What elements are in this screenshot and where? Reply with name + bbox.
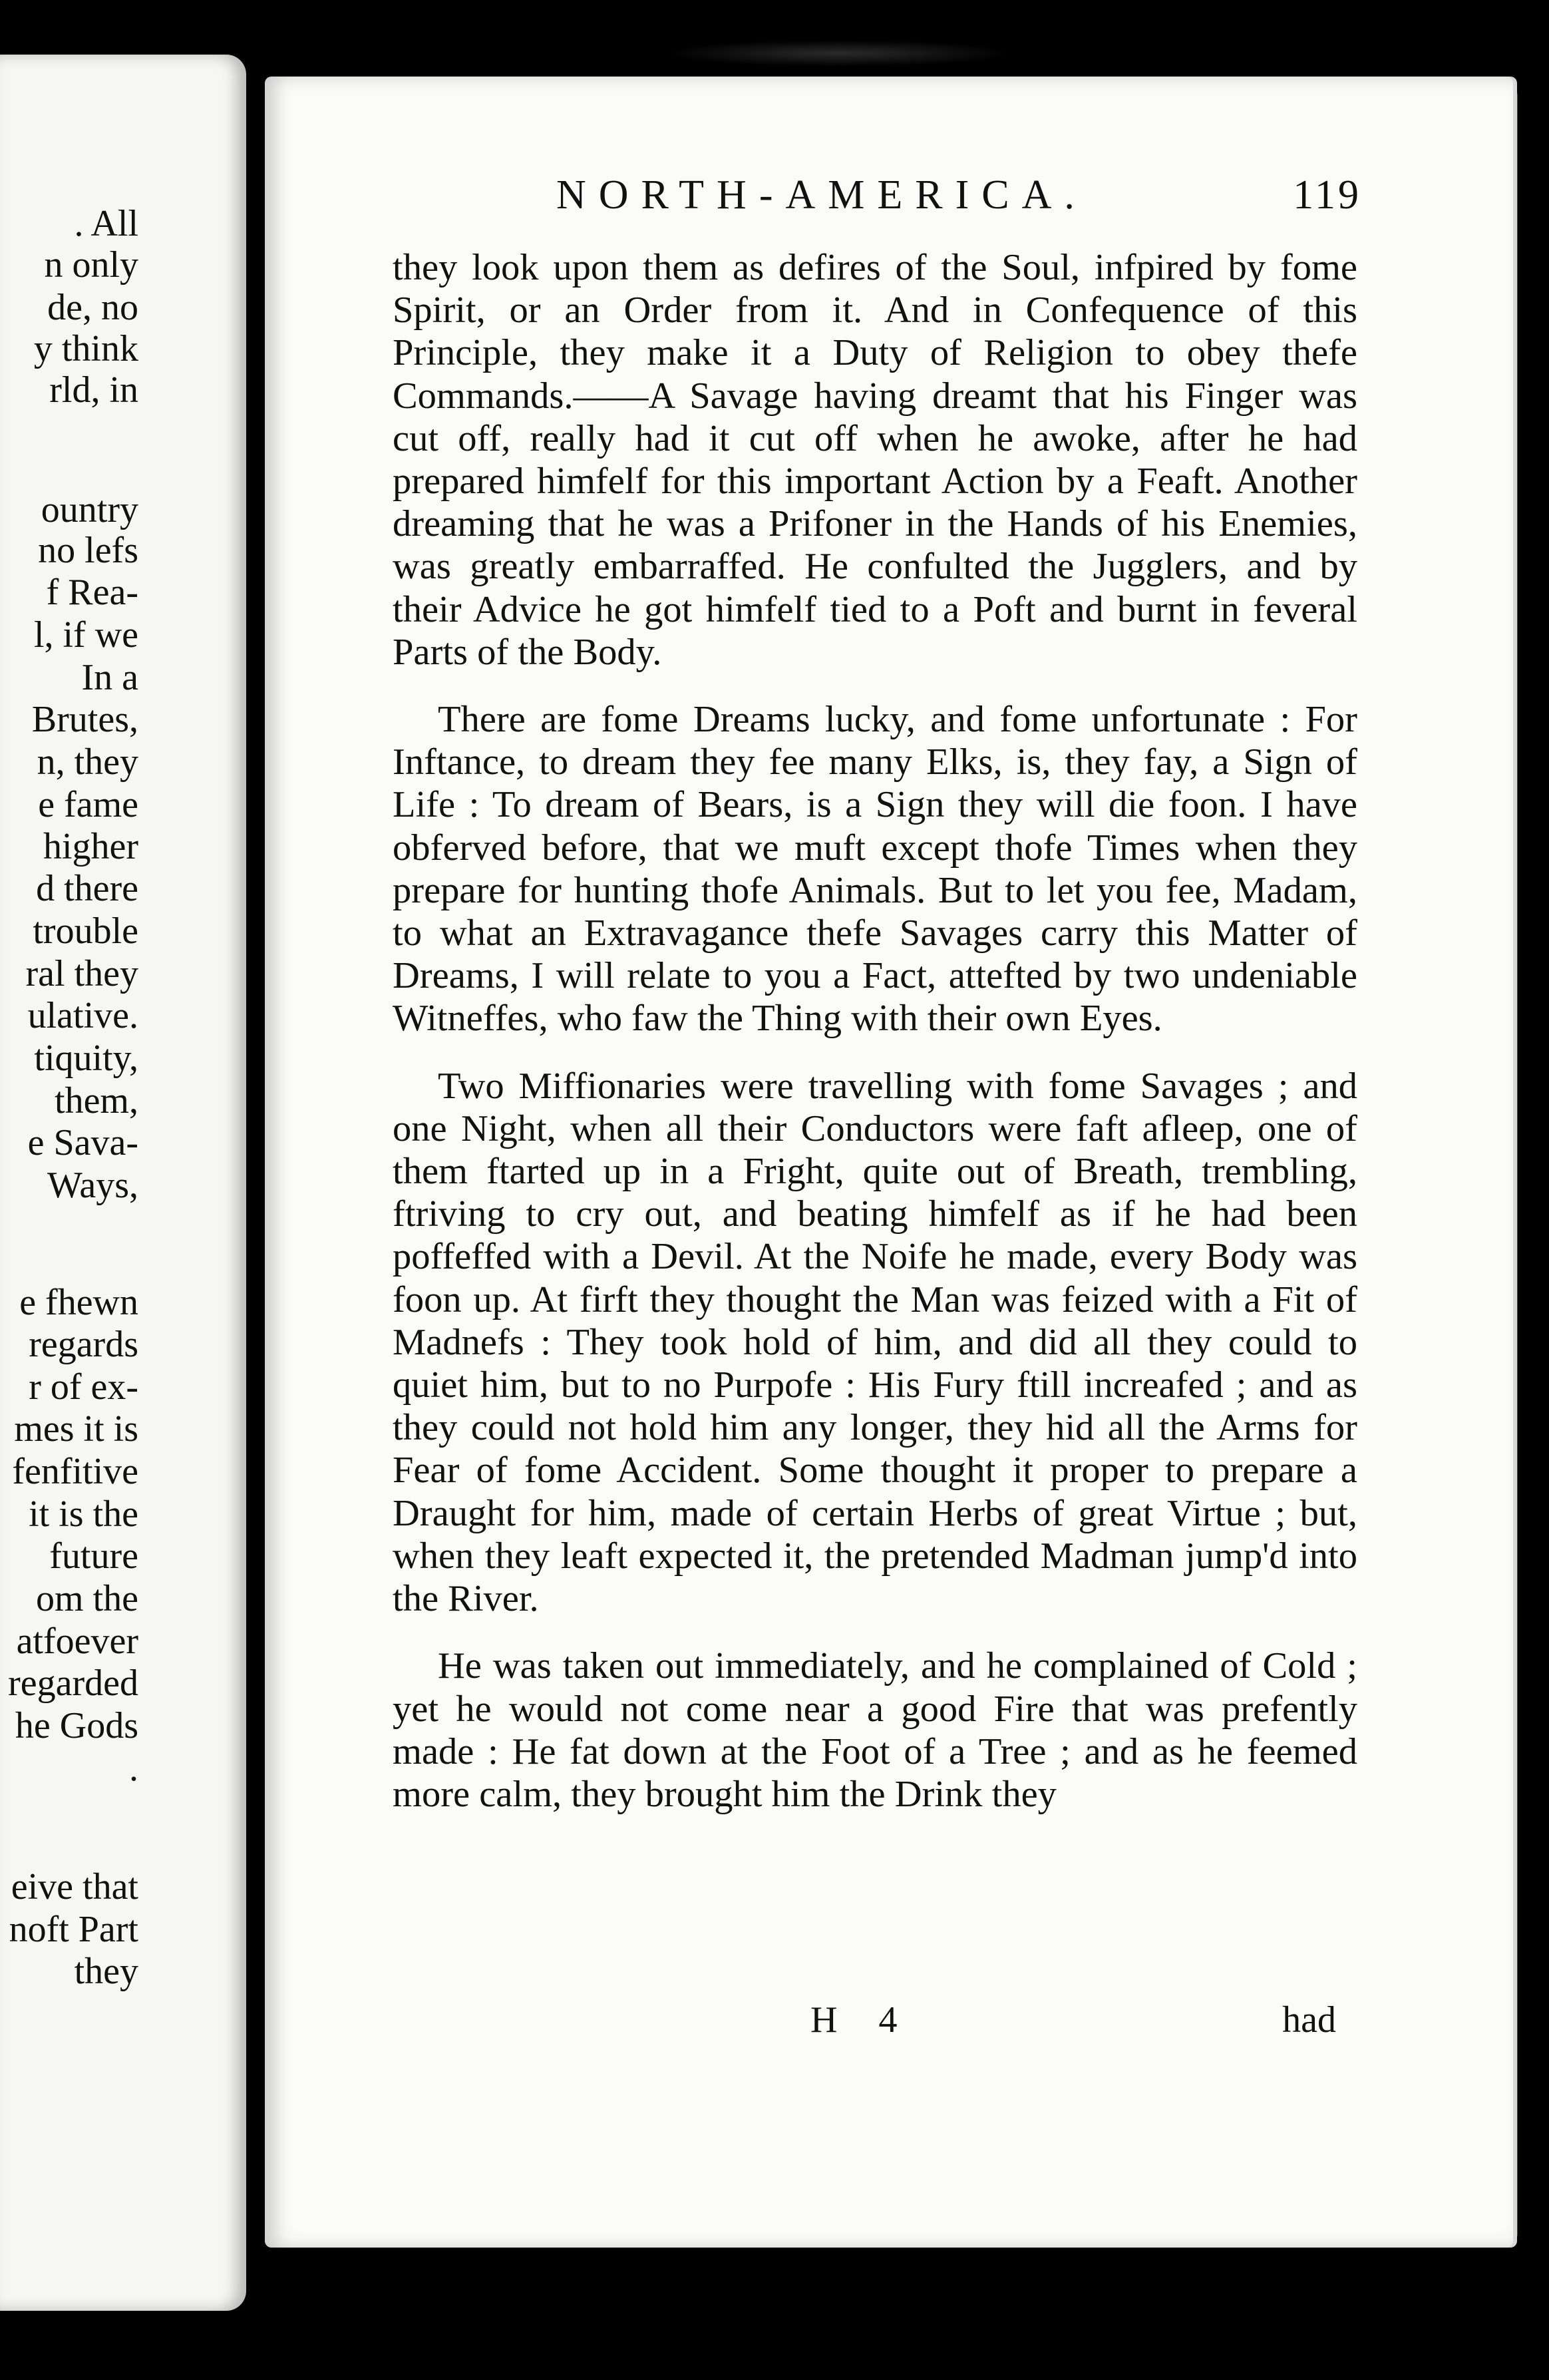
paragraph-1: they look upon them as defires of the Soul, infpired by fome Spirit, or an Order from it. And in Confequence of this Principle, they make it a Duty of Religion to obey thefe Commands.——A Savage having dreamt that his Finger was cut off, really had it cut off when he awoke, after he had prepared himfelf for this important Action by a Feaft. Another dreaming that he was a Prifoner in the Hands of his Enemies, was greatly embarraffed. He confulted the Jugglers, and by their Advice he got himfelf tied to a Poft and burnt in feveral Parts of the Body. <box>393 247 1357 673</box>
left-page-line: ountry <box>41 489 138 530</box>
left-page-line: they <box>74 1951 138 1992</box>
left-page-line: mes it is <box>14 1408 138 1450</box>
left-page-line: no lefs <box>38 530 138 571</box>
paragraph-2: There are fome Dreams lucky, and fome unfortunate : For Inftance, to dream they fee many Elks, is, they fay, a Sign of Life : To dream of Bears, is a Sign they will die foon. I have obferved before, that we muft except thofe Times when they prepare for hunting thofe Animals. But to let you fee, Madam, to what an Extravagance thefe Savages carry this Matter of Dreams, I will relate to you a Fact, attefted by two undeniable Witneffes, who faw the Thing with their own Eyes. <box>393 699 1357 1040</box>
paragraph-3: Two Miffionaries were travelling with fome Savages ; and one Night, when all their Conductors were faft afleep, one of them ftarted up in a Fright, quite out of Breath, trembling, ftriving to cry out, and beating himfelf as if he had been poffeffed with a Devil. At the Noife he made, every Body was foon up. At firft they thought the Man was feized with a Fit of Madnefs : They took hold of him, and did all they could to quiet him, but to no Purpofe : His Fury ftill increafed ; and as they could not hold him any longer, they hid all the Arms for Fear of fome Accident. Some thought it proper to prepare a Draught for him, made of certain Herbs of great Virtue ; but, when they leaft expected it, the pretended Madman jump'd into the River. <box>393 1065 1357 1620</box>
left-page-line: y think <box>33 328 138 369</box>
left-page-line: l, if we <box>33 614 138 656</box>
left-page-line: f Rea- <box>46 572 138 613</box>
left-page-line: e fhewn <box>19 1282 138 1323</box>
left-page-line: . All <box>74 203 138 244</box>
left-page-line: higher <box>43 826 138 867</box>
left-page-line: Brutes, <box>31 699 138 740</box>
paragraph-4: He was taken out immediately, and he complained of Cold ; yet he would not come near a good Fire that was prefently made : He fat down at the Foot of a Tree ; and as he feemed more calm, they brought him the Drink they <box>393 1645 1357 1815</box>
left-page-line: he Gods <box>15 1705 138 1746</box>
left-page-line: it is the <box>29 1493 138 1535</box>
left-page-line: e Sava- <box>27 1122 138 1163</box>
left-page-line: r of ex- <box>29 1366 138 1408</box>
binding-shadow <box>665 40 1011 67</box>
left-page-line: om the <box>36 1578 138 1619</box>
left-page-line: ral they <box>25 953 138 994</box>
body-text <box>393 246 1357 1840</box>
left-page-line: n, they <box>37 741 138 783</box>
left-page-line: trouble <box>33 910 138 952</box>
left-page-line: noft Part <box>9 1909 138 1950</box>
left-page-line: future <box>49 1535 138 1577</box>
catchword: had <box>1282 1999 1336 2041</box>
left-page-line: Ways, <box>47 1165 138 1206</box>
running-title: NORTH-AMERICA. <box>556 172 1087 218</box>
left-page-line: atfoever <box>16 1621 138 1662</box>
left-page-line: de, no <box>47 287 138 328</box>
left-page-line: e fame <box>38 784 138 825</box>
left-page-line: In a <box>81 657 138 698</box>
left-page-line: n only <box>44 244 138 286</box>
page-footer <box>810 1999 1336 2041</box>
left-page-line: them, <box>55 1080 138 1121</box>
left-page-line: fenfitive <box>12 1451 138 1492</box>
left-page-line: tiquity, <box>34 1038 138 1079</box>
left-page-line: rld, in <box>49 369 138 411</box>
left-page-line: eive that <box>11 1866 138 1907</box>
left-page-line: . <box>129 1748 138 1789</box>
left-page-line: regarded <box>8 1663 138 1704</box>
left-page-line: ulative. <box>27 995 138 1036</box>
left-page-line: regards <box>29 1324 138 1365</box>
page-header <box>556 168 1361 222</box>
signature-mark: H 4 <box>810 1999 914 2041</box>
page-number: 119 <box>1293 172 1361 218</box>
left-facing-page <box>0 55 246 2311</box>
left-page-line: d there <box>36 868 138 909</box>
